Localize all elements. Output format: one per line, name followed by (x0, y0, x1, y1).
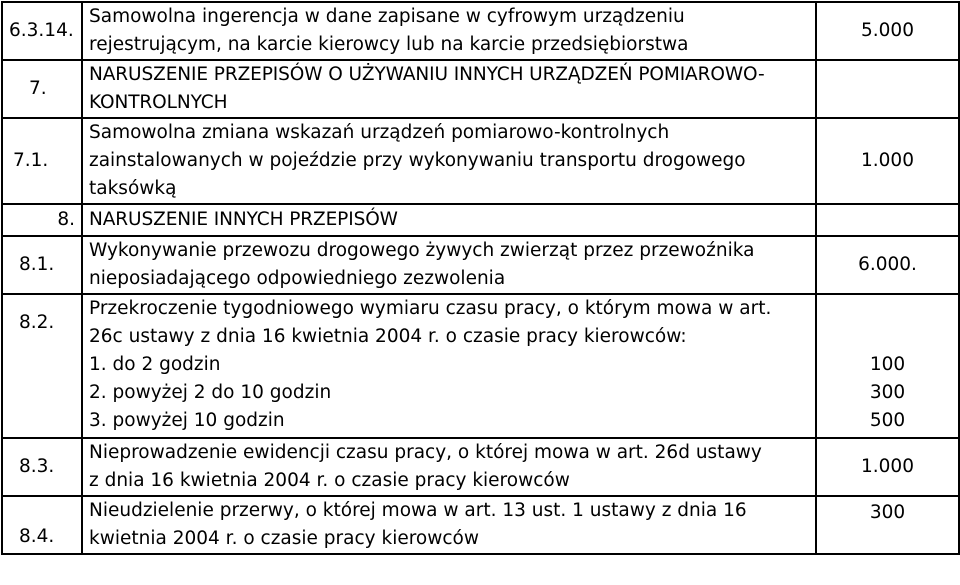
section-heading: NARUSZENIE PRZEPISÓW O UŻYWANIU INNYCH URZĄDZEŃ POMIAROWO- KONTROLNYCH (82, 60, 816, 118)
table-row (2, 438, 959, 496)
penalty-table (1, 1, 960, 555)
item-number: 8.4. (2, 496, 82, 554)
table-row (2, 496, 959, 554)
item-number: 6.3.14. (2, 2, 82, 60)
item-number: 8.3. (2, 438, 82, 496)
fine-amount (816, 204, 959, 236)
sub-item: 3. powyżej 10 godzin (89, 410, 285, 431)
fine-amount (816, 60, 959, 118)
fine-amount: 300 (816, 496, 959, 554)
table-row (2, 2, 959, 60)
item-description: Nieprowadzenie ewidencji czasu pracy, o której mowa w art. 26d ustawy z dnia 16 kwietnia 2004 r. o czasie pracy kierowców (82, 438, 816, 496)
table-row (2, 294, 959, 438)
fine-amount: 300 (869, 382, 906, 403)
fine-amount: 1.000 (816, 438, 959, 496)
item-description: Wykonywanie przewozu drogowego żywych zwierząt przez przewoźnika nieposiadającego odpowiedniego zezwolenia (82, 236, 816, 294)
item-description: Przekroczenie tygodniowego wymiaru czasu pracy, o którym mowa w art. 26c ustawy z dnia 16 kwietnia 2004 r. o czasie pracy kierowców: 1. do 2 godzin 2. powyżej 2 do 10 godzin 3. powyżej 10 godzin (82, 294, 816, 438)
fine-amount: 5.000 (816, 2, 959, 60)
item-description: Samowolna zmiana wskazań urządzeń pomiarowo-kontrolnych zainstalowanych w pojeździe przy wykonywaniu transportu drogowego taksówką (82, 118, 816, 204)
item-number: 7. (2, 60, 82, 118)
item-number: 8.1. (2, 236, 82, 294)
fine-amount: 1.000 (816, 118, 959, 204)
sub-item: 2. powyżej 2 do 10 godzin (89, 382, 332, 403)
table-row (2, 204, 959, 236)
sub-item: 1. do 2 godzin (89, 354, 221, 375)
fine-amount-group (816, 294, 959, 438)
item-number: 8. (2, 204, 82, 236)
fine-amount: 100 (869, 354, 906, 375)
fine-amount: 500 (869, 410, 906, 431)
item-number: 8.2. (2, 294, 82, 438)
table-row (2, 236, 959, 294)
table-row (2, 60, 959, 118)
fine-amount: 6.000. (816, 236, 959, 294)
item-description: Samowolna ingerencja w dane zapisane w cyfrowym urządzeniu rejestrującym, na karcie kierowcy lub na karcie przedsiębiorstwa (82, 2, 816, 60)
item-number: 7.1. (2, 118, 82, 204)
item-description: Nieudzielenie przerwy, o której mowa w art. 13 ust. 1 ustawy z dnia 16 kwietnia 2004 r. o czasie pracy kierowców (82, 496, 816, 554)
section-heading: NARUSZENIE INNYCH PRZEPISÓW (82, 204, 816, 236)
table-row (2, 118, 959, 204)
